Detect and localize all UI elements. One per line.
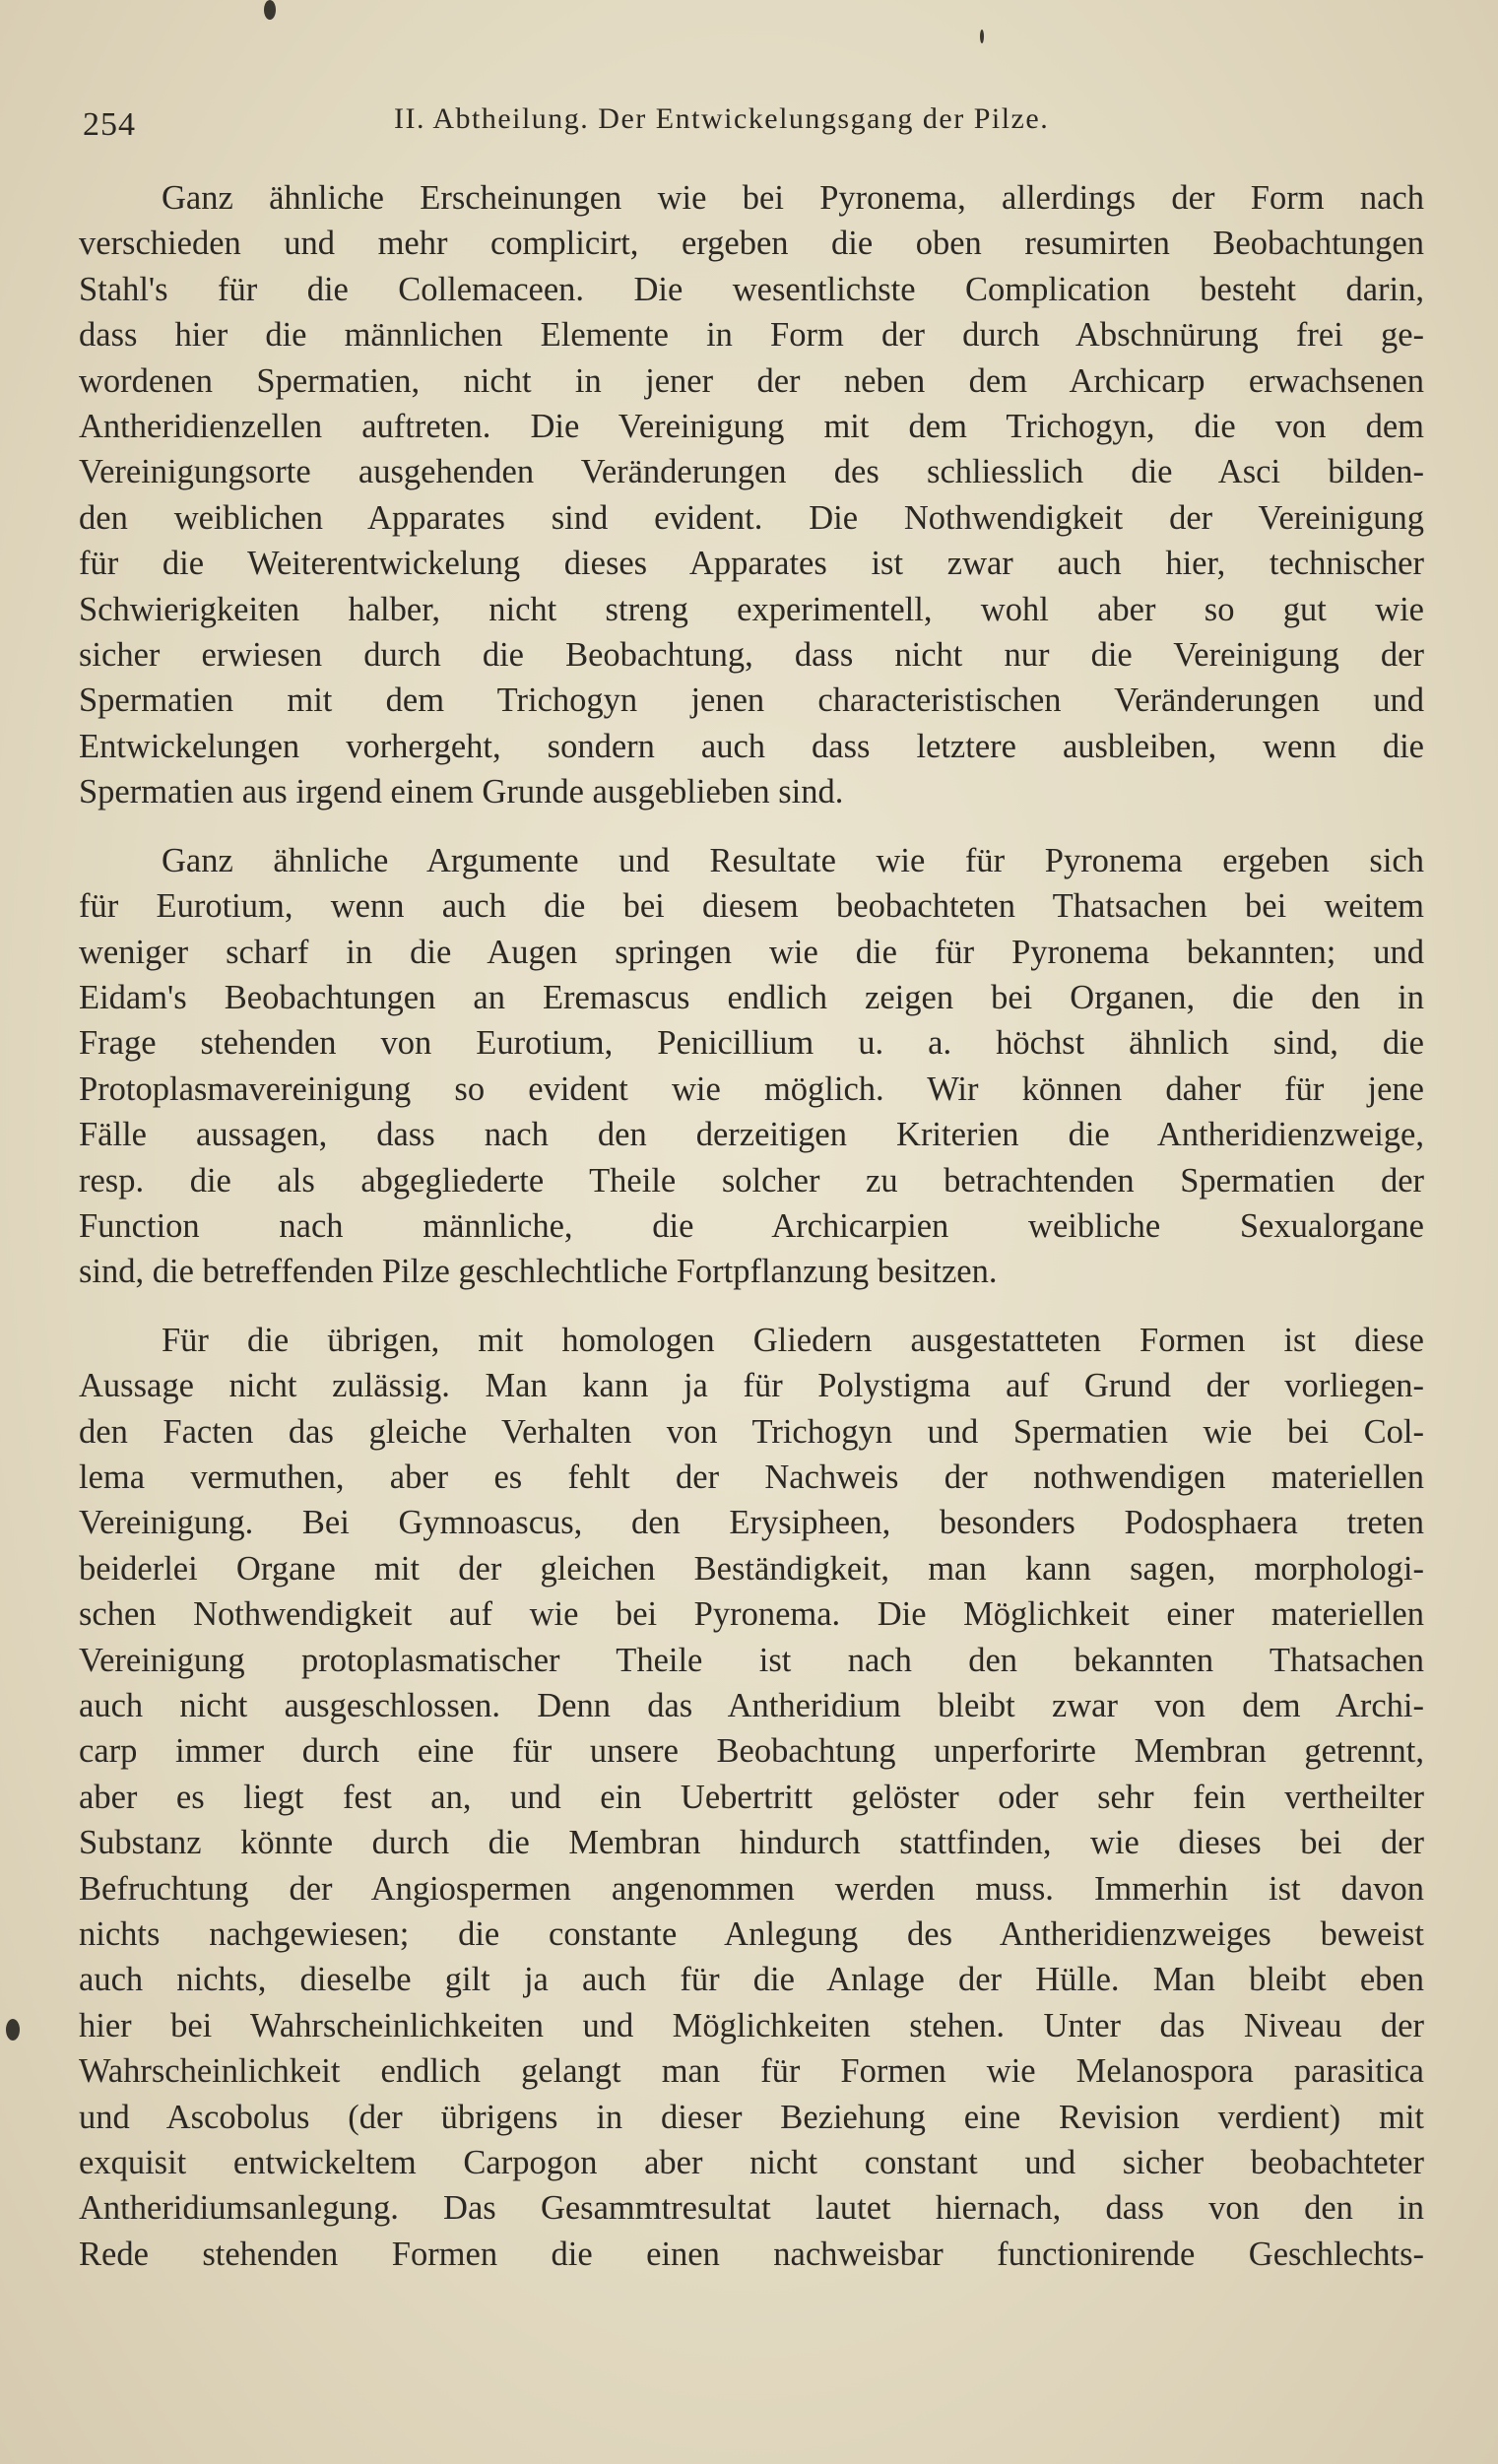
- paragraph-1: [79, 175, 1424, 815]
- text-line: Ganz ähnliche Argumente und Resultate wie für Pyronema ergeben sich: [162, 841, 1424, 879]
- text-line: Vereinigung protoplasmatischer Theile ist nach den bekannten Thatsachen: [79, 1641, 1424, 1679]
- text-line: Vereinigungsorte ausgehenden Veränderungen des schliesslich die Asci bilden-: [79, 453, 1424, 491]
- text-line: exquisit entwickeltem Carpogon aber nicht constant und sicher beobachteter: [79, 2144, 1424, 2182]
- body-text: [79, 175, 1424, 2300]
- text-line: Stahl's für die Collemaceen. Die wesentlichste Complication besteht darin,: [79, 270, 1424, 308]
- text-line: lema vermuthen, aber es fehlt der Nachweis der nothwendigen materiellen: [79, 1458, 1424, 1496]
- text-line: Ganz ähnliche Erscheinungen wie bei Pyronema, allerdings der Form nach: [162, 179, 1424, 217]
- text-line: Fälle aussagen, dass nach den derzeitigen Kriterien die Antheridienzweige,: [79, 1116, 1424, 1154]
- page-header: [83, 98, 1432, 148]
- text-line: Vereinigung. Bei Gymnoascus, den Erysipheen, besonders Podosphaera treten: [79, 1504, 1424, 1542]
- text-line: wordenen Spermatien, nicht in jener der neben dem Archicarp erwachsenen: [79, 361, 1424, 400]
- ink-spot: [6, 2019, 20, 2041]
- ink-spot: [264, 0, 276, 20]
- text-line: Frage stehenden von Eurotium, Penicillium u. a. höchst ähnlich sind, die: [79, 1024, 1424, 1063]
- text-line: Substanz könnte durch die Membran hindurch stattfinden, wie dieses bei der: [79, 1824, 1424, 1862]
- text-line: auch nichts, dieselbe gilt ja auch für die Anlage der Hülle. Man bleibt eben: [79, 1961, 1424, 1999]
- text-line: und Ascobolus (der übrigens in dieser Beziehung eine Revision verdient) mit: [79, 2098, 1424, 2136]
- text-line: Eidam's Beobachtungen an Eremascus endlich zeigen bei Organen, die den in: [79, 978, 1424, 1016]
- text-line: schen Nothwendigkeit auf wie bei Pyronema. Die Möglichkeit einer materiellen: [79, 1595, 1424, 1634]
- text-line: Rede stehenden Formen die einen nachweisbar functionirende Geschlechts-: [79, 2235, 1424, 2273]
- text-line: Antheridiumsanlegung. Das Gesammtresultat lautet hiernach, dass von den in: [79, 2189, 1424, 2228]
- text-line: verschieden und mehr complicirt, ergeben die oben resumirten Beobachtungen: [79, 225, 1424, 263]
- text-line: Spermatien mit dem Trichogyn jenen characteristischen Veränderungen und: [79, 681, 1424, 720]
- paragraph-3: [79, 1318, 1424, 2278]
- text-line: resp. die als abgegliederte Theile solcher zu betrachtenden Spermatien der: [79, 1161, 1424, 1200]
- text-line: nichts nachgewiesen; die constante Anlegung des Antheridienzweiges beweist: [79, 1915, 1424, 1954]
- text-line: dass hier die männlichen Elemente in Form der durch Abschnürung frei ge-: [79, 316, 1424, 355]
- text-line: den weiblichen Apparates sind evident. Die Nothwendigkeit der Vereinigung: [79, 498, 1424, 537]
- text-line: sind, die betreffenden Pilze geschlechtliche Fortpflanzung besitzen.: [79, 1253, 998, 1291]
- text-line: den Facten das gleiche Verhalten von Trichogyn und Spermatien wie bei Col-: [79, 1412, 1424, 1451]
- text-line: sicher erwiesen durch die Beobachtung, dass nicht nur die Vereinigung der: [79, 636, 1424, 675]
- ink-spot: [980, 30, 984, 43]
- text-line: Wahrscheinlichkeit endlich gelangt man für Formen wie Melanospora parasitica: [79, 2052, 1424, 2091]
- text-line: für Eurotium, wenn auch die bei diesem beobachteten Thatsachen bei weitem: [79, 887, 1424, 926]
- text-line: auch nicht ausgeschlossen. Denn das Antheridium bleibt zwar von dem Archi-: [79, 1687, 1424, 1724]
- text-line: weniger scharf in die Augen springen wie die für Pyronema bekannten; und: [79, 933, 1424, 971]
- text-line: Befruchtung der Angiospermen angenommen werden muss. Immerhin ist davon: [79, 1869, 1424, 1908]
- text-line: Protoplasmavereinigung so evident wie möglich. Wir können daher für jene: [79, 1070, 1424, 1108]
- text-line: beiderlei Organe mit der gleichen Beständigkeit, man kann sagen, morphologi-: [79, 1549, 1424, 1588]
- page-number: 254: [83, 106, 136, 143]
- text-line: Entwickelungen vorhergeht, sondern auch dass letztere ausbleiben, wenn die: [79, 727, 1424, 765]
- text-line: aber es liegt fest an, und ein Uebertritt gelöster oder sehr fein vertheilter: [79, 1778, 1424, 1816]
- text-line: Antheridienzellen auftreten. Die Vereinigung mit dem Trichogyn, die von dem: [79, 408, 1424, 446]
- text-line: Function nach männliche, die Archicarpien weibliche Sexualorgane: [79, 1206, 1424, 1245]
- text-line: Für die übrigen, mit homologen Gliedern ausgestatteten Formen ist diese: [162, 1321, 1424, 1359]
- running-head: II. Abtheilung. Der Entwickelungsgang der Pilze.: [394, 102, 1050, 135]
- text-line: für die Weiterentwickelung dieses Apparates ist zwar auch hier, technischer: [79, 545, 1424, 583]
- text-line: carp immer durch eine für unsere Beobachtung unperforirte Membran getrennt,: [79, 1732, 1424, 1771]
- text-line: Spermatien aus irgend einem Grunde ausgeblieben sind.: [79, 773, 844, 811]
- text-line: Aussage nicht zulässig. Man kann ja für Polystigma auf Grund der vorliegen-: [79, 1367, 1424, 1405]
- text-line: Schwierigkeiten halber, nicht streng experimentell, wohl aber so gut wie: [79, 590, 1424, 628]
- text-line: hier bei Wahrscheinlichkeiten und Möglichkeiten stehen. Unter das Niveau der: [79, 2006, 1424, 2044]
- paragraph-2: [79, 838, 1424, 1295]
